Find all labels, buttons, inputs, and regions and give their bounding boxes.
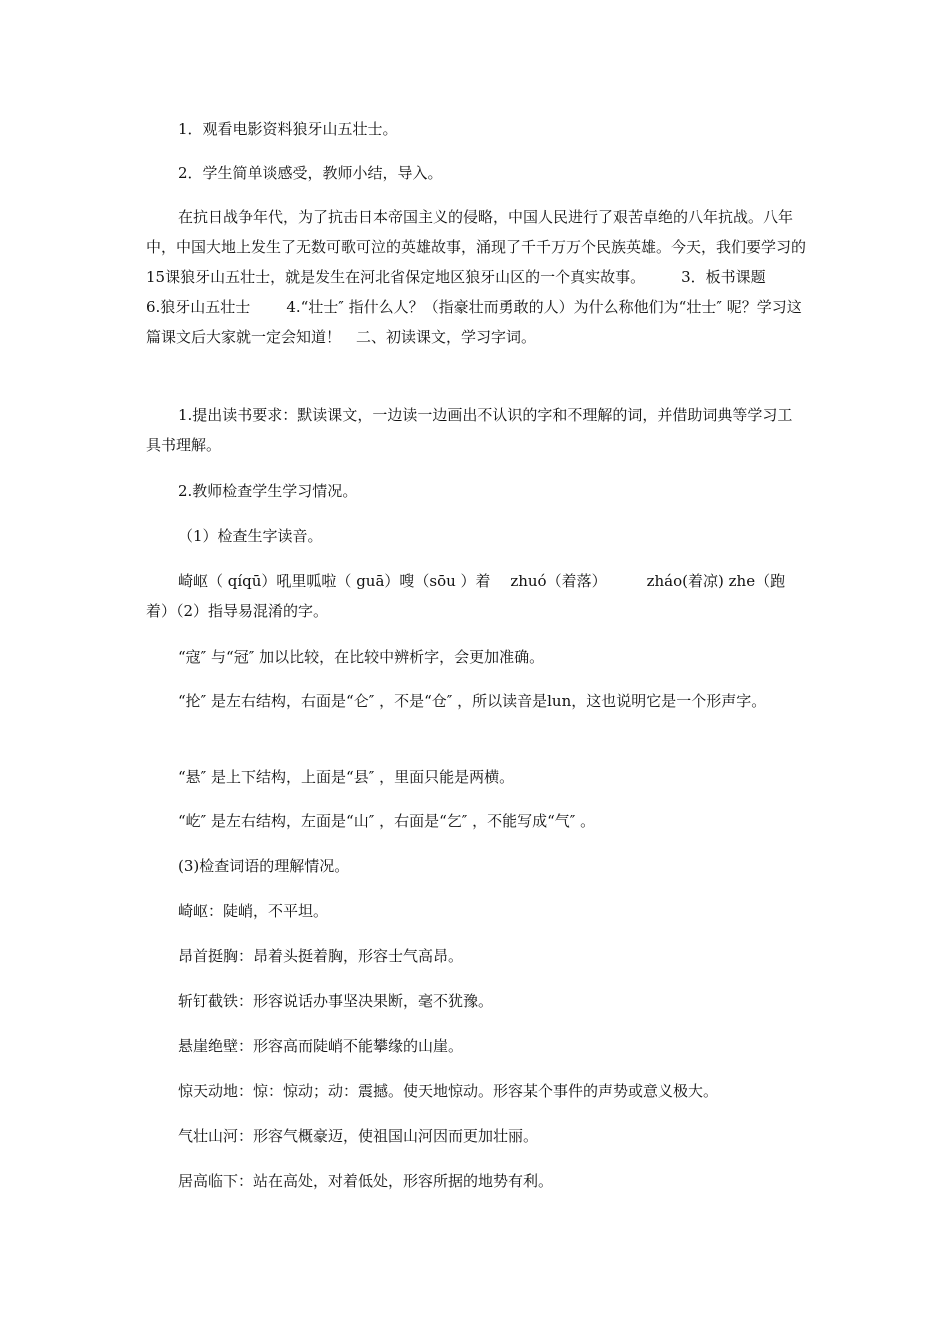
lun-character-paragraph: “抡″ 是左右结构，右面是“仑″ ，不是“仓″ ，所以读音是lun，这也说明它是一个形声字。 — [178, 692, 767, 710]
vocabulary-check-heading: (3)检查词语的理解情况。 — [178, 857, 350, 875]
yi-character-paragraph: “屹″ 是左右结构，左面是“山″ ，右面是“乞″ ，不能写成“气″ 。 — [178, 812, 596, 830]
intro-text: 在抗日战争年代，为了抗击日本帝国主义的侵略，中国人民进行了艰苦卓绝的八年抗战。八年中，中国大地上发生了无数可歌可泣的英雄故事，涌现了千千万万个民族英雄。今天，我们要学习的15课狼牙山五壮士，就是发生在河北省保定地区狼牙山区的一个真实故事。 — [146, 208, 807, 286]
compare-kou-guan-paragraph: “寇″ 与“冠″ 加以比较，在比较中辨析字，会更加准确。 — [178, 648, 545, 666]
vocab-jugao-linxia: 居高临下：站在高处，对着低处，形容所据的地势有利。 — [178, 1172, 554, 1190]
intro-paragraph — [146, 202, 806, 352]
vocab-xuanya-juebi: 悬崖绝壁：形容高而陡峭不能攀缘的山崖。 — [178, 1037, 464, 1055]
xuan-character-paragraph: “悬″ 是上下结构，上面是“县″ ，里面只能是两横。 — [178, 768, 515, 786]
step-3-text: 3．板书课题 — [681, 268, 766, 286]
step-4-text: 4.“壮士″ 指什么人？（指豪壮而勇敢的人）为什么称他们为“壮士″ 呢？学习这篇课文后大家就一定会知道！ 二、初读课文，学习字词。 — [146, 298, 802, 346]
pronunciation-check-heading: （1）检查生字读音。 — [178, 527, 323, 545]
step-2-paragraph: 2．学生简单谈感受，教师小结，导入。 — [178, 164, 443, 182]
teacher-check-paragraph: 2.教师检查学生学习情况。 — [178, 482, 358, 500]
vocab-angshou-tingxiong: 昂首挺胸：昂着头挺着胸，形容士气高昂。 — [178, 947, 464, 965]
pronunciation-paragraph — [146, 566, 806, 626]
vocab-qizhuang-shanhe: 气壮山河：形容气概豪迈，使祖国山河因而更加壮丽。 — [178, 1127, 539, 1145]
vocab-zhanding-jietie: 斩钉截铁：形容说话办事坚决果断，毫不犹豫。 — [178, 992, 494, 1010]
step-1-paragraph: 1．观看电影资料狼牙山五壮士。 — [178, 120, 398, 138]
pronunciation-text-a: 崎岖（ qíqū）吼里呱啦（ guā）嗖（sōu ）着 zhuó（着落） — [178, 572, 607, 590]
vocab-jingtian-dongdi: 惊天动地：惊：惊动；动：震撼。使天地惊动。形容某个事件的声势或意义极大。 — [178, 1082, 719, 1100]
vocab-qiqu: 崎岖：陡峭，不平坦。 — [178, 902, 329, 920]
pronunciation-text-b: zháo(着凉) — [646, 572, 724, 590]
lesson-title-text: 6.狼牙山五壮士 — [146, 298, 251, 316]
reading-requirement-paragraph: 1.提出读书要求：默读课文，一边读一边画出不认识的字和不理解的词，并借助词典等学习工具书理解。 — [146, 406, 793, 454]
pronunciation-text-c: zhe（跑着）（2）指导易混淆的字。 — [146, 572, 786, 620]
